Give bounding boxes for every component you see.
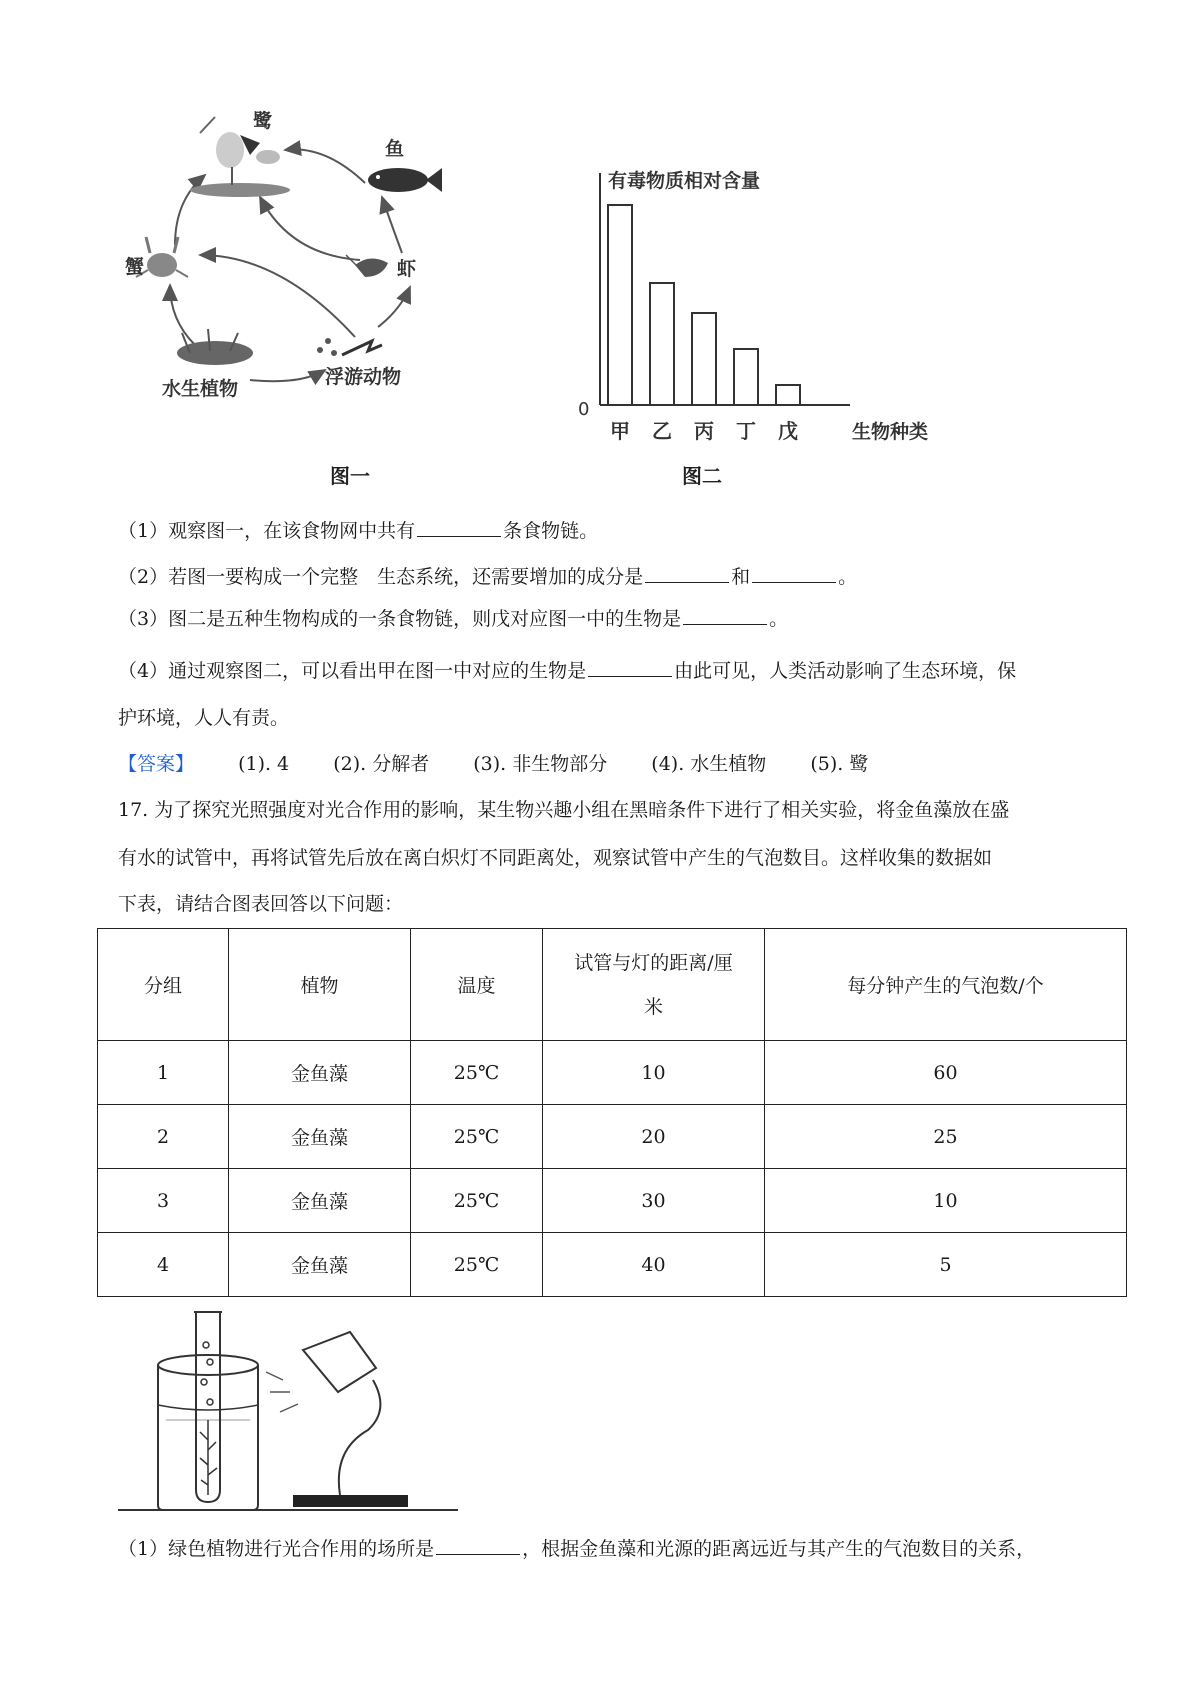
cell-plant: 金鱼藻 xyxy=(229,1169,411,1233)
origin-label: 0 xyxy=(578,399,590,420)
question-4 xyxy=(118,656,1016,685)
category-label-2: 乙 xyxy=(652,419,672,443)
header-distance: 试管与灯的距离/厘 米 xyxy=(543,929,765,1041)
lamp-shade xyxy=(303,1332,376,1392)
plankton-illustration xyxy=(317,338,382,356)
table-row xyxy=(98,1105,1127,1169)
question-1-tail: 条食物链。 xyxy=(503,520,599,542)
fish-illustration xyxy=(368,168,442,192)
answer-item-1: (1). 4 xyxy=(238,753,290,775)
question-4-cont: 护环境，人人有责。 xyxy=(118,707,290,729)
label-crab: 蟹 xyxy=(125,256,145,278)
header-bubbles: 每分钟产生的气泡数/个 xyxy=(765,929,1127,1041)
category-label-1: 甲 xyxy=(610,419,630,443)
experiment-table xyxy=(97,928,1127,1297)
cell-bubbles: 25 xyxy=(765,1105,1127,1169)
header-temp: 温度 xyxy=(411,929,543,1041)
cell-group: 2 xyxy=(98,1105,229,1169)
cell-plant: 金鱼藻 xyxy=(229,1233,411,1297)
cell-bubbles: 60 xyxy=(765,1041,1127,1105)
table-header-row xyxy=(98,929,1127,1041)
waterweed xyxy=(200,1420,217,1495)
answer-item-3: (3). 非生物部分 xyxy=(473,753,608,775)
light-ray xyxy=(266,1372,283,1380)
label-plankton: 浮游动物 xyxy=(325,366,402,388)
apparatus-illustration xyxy=(118,1310,468,1515)
water-surface xyxy=(158,1405,258,1410)
blank[interactable] xyxy=(683,604,767,625)
answer-item-5: (5). 鹭 xyxy=(810,753,869,775)
question-1 xyxy=(118,516,598,545)
bar-3 xyxy=(692,313,716,405)
arrow-shrimp-fish xyxy=(382,197,402,253)
cell-plant: 金鱼藻 xyxy=(229,1105,411,1169)
cell-group: 4 xyxy=(98,1233,229,1297)
bar-2 xyxy=(650,283,674,405)
bar-5 xyxy=(776,385,800,405)
cell-group: 1 xyxy=(98,1041,229,1105)
question-4-mid: 由此可见，人类活动影响了生态环境，保 xyxy=(674,660,1017,682)
cell-distance: 20 xyxy=(543,1105,765,1169)
figure2-caption: 图二 xyxy=(682,464,722,488)
question-4-text: （4）通过观察图二，可以看出甲在图一中对应的生物是 xyxy=(118,660,587,682)
arrow-plankton-shrimp xyxy=(378,287,410,327)
q17-line-2: 有水的试管中，再将试管先后放在离白炽灯不同距离处，观察试管中产生的气泡数目。这样收集的数据如 xyxy=(118,847,993,869)
q17-line-3: 下表，请结合图表回答以下问题： xyxy=(118,893,404,915)
aquatic-plant-illustration xyxy=(177,329,253,365)
arrow-crab-heron xyxy=(175,175,205,245)
cell-temp: 25℃ xyxy=(411,1041,543,1105)
food-web-figure xyxy=(120,105,480,450)
label-fish: 鱼 xyxy=(385,138,405,160)
blank[interactable] xyxy=(417,516,501,537)
cell-group: 3 xyxy=(98,1169,229,1233)
blank[interactable] xyxy=(645,562,729,583)
q17-sub-1 xyxy=(118,1534,1035,1563)
cell-bubbles: 5 xyxy=(765,1233,1127,1297)
cell-temp: 25℃ xyxy=(411,1105,543,1169)
arrow-plant-plankton xyxy=(250,370,325,381)
bubble xyxy=(207,1399,213,1405)
cell-distance: 30 xyxy=(543,1169,765,1233)
table-row xyxy=(98,1041,1127,1105)
q17-sub-1-text: （1）绿色植物进行光合作用的场所是 xyxy=(118,1538,435,1560)
blank[interactable] xyxy=(588,656,672,677)
label-plant: 水生植物 xyxy=(162,378,239,400)
bar-1 xyxy=(608,205,632,405)
lamp-base xyxy=(293,1495,408,1507)
header-plant: 植物 xyxy=(229,929,411,1041)
table-row xyxy=(98,1169,1127,1233)
cell-temp: 25℃ xyxy=(411,1169,543,1233)
category-label-4: 丁 xyxy=(736,419,756,443)
table-row xyxy=(98,1233,1127,1297)
arrow-plankton-crab xyxy=(200,255,355,337)
toxin-bar-chart xyxy=(570,165,970,450)
cell-distance: 10 xyxy=(543,1041,765,1105)
arrow-shrimp-heron xyxy=(260,197,360,260)
category-label-5: 戊 xyxy=(778,419,798,443)
category-label-3: 丙 xyxy=(694,419,714,443)
question-2-and: 和 xyxy=(731,566,751,588)
arrow-fish-heron xyxy=(285,149,365,183)
question-3-tail: 。 xyxy=(769,608,789,630)
header-group: 分组 xyxy=(98,929,229,1041)
answer-item-4: (4). 水生植物 xyxy=(651,753,767,775)
heron-illustration xyxy=(190,117,290,197)
q17-line-1: 17. 为了探究光照强度对光合作用的影响，某生物兴趣小组在黑暗条件下进行了相关实验，将金鱼藻放在盛 xyxy=(118,799,1010,821)
bubble xyxy=(203,1342,209,1348)
blank[interactable] xyxy=(436,1534,520,1555)
label-shrimp: 虾 xyxy=(397,258,417,280)
answer-item-2: (2). 分解者 xyxy=(333,753,430,775)
question-2 xyxy=(118,562,857,591)
cell-distance: 40 xyxy=(543,1233,765,1297)
question-2-tail: 。 xyxy=(838,566,858,588)
lamp-stand xyxy=(339,1380,381,1495)
figure1-caption: 图一 xyxy=(330,464,370,488)
y-axis-label: 有毒物质相对含量 xyxy=(608,170,761,192)
bubble xyxy=(207,1359,213,1365)
q17-sub-1-tail: ，根据金鱼藻和光源的距离远近与其产生的气泡数目的关系， xyxy=(522,1538,1036,1560)
cell-temp: 25℃ xyxy=(411,1233,543,1297)
question-1-text: （1）观察图一，在该食物网中共有 xyxy=(118,520,416,542)
light-ray xyxy=(280,1404,298,1412)
bubble xyxy=(201,1379,207,1385)
answer-line xyxy=(118,750,868,778)
blank[interactable] xyxy=(752,562,836,583)
cell-bubbles: 10 xyxy=(765,1169,1127,1233)
answer-tag: 【答案】 xyxy=(118,753,195,775)
label-heron: 鹭 xyxy=(253,110,273,132)
question-2-text: （2）若图一要构成一个完整 生态系统，还需要增加的成分是 xyxy=(118,566,644,588)
cell-plant: 金鱼藻 xyxy=(229,1041,411,1105)
x-axis-label: 生物种类 xyxy=(852,421,929,443)
bar-4 xyxy=(734,349,758,405)
question-3 xyxy=(118,604,788,633)
question-3-text: （3）图二是五种生物构成的一条食物链，则戊对应图一中的生物是 xyxy=(118,608,682,630)
